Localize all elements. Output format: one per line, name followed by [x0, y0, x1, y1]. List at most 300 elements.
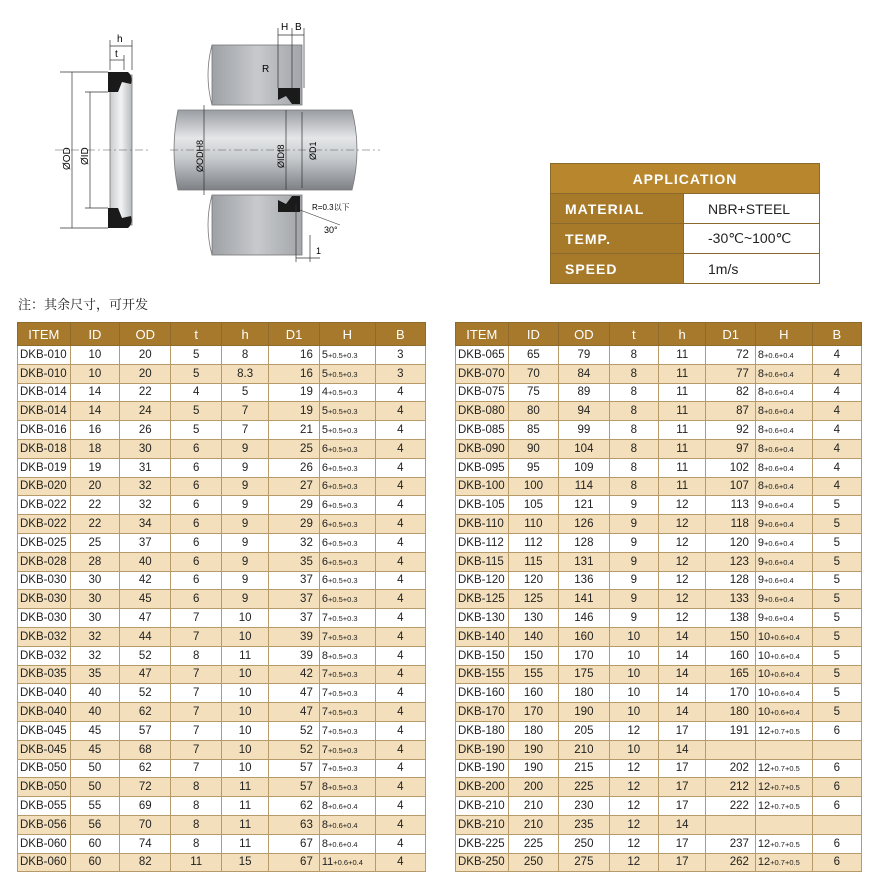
cell-h: 17 [658, 721, 705, 740]
cell-d1: 120 [706, 533, 756, 552]
cell-h: 9 [221, 515, 269, 534]
cell-item: DKB-010 [18, 346, 71, 365]
column-header: t [609, 323, 658, 346]
cell-H [755, 533, 812, 552]
cell-item: DKB-130 [456, 609, 509, 628]
cell-id: 16 [70, 421, 119, 440]
cell-H [319, 496, 375, 515]
cell-id: 155 [508, 665, 558, 684]
cell-t: 8 [171, 815, 221, 834]
cell-item: DKB-035 [18, 665, 71, 684]
cell-od: 52 [120, 684, 171, 703]
cell-t: 9 [609, 515, 658, 534]
cell-item: DKB-010 [18, 364, 71, 383]
cell-d1: 35 [269, 552, 319, 571]
cell-H [755, 815, 812, 834]
cell-H [319, 834, 375, 853]
cell-od: 114 [559, 477, 609, 496]
cell-H-tolerance: +0.6+0.4 [770, 632, 800, 642]
cell-B: 5 [812, 609, 861, 628]
cell-H-value: 8 [757, 424, 765, 437]
table-row [456, 609, 862, 628]
cell-H-tolerance: +0.5+0.3 [327, 764, 358, 774]
cell-h: 12 [658, 552, 705, 571]
cell-item: DKB-040 [18, 684, 71, 703]
application-row [551, 194, 820, 224]
cell-B [812, 740, 861, 759]
cell-item: DKB-016 [18, 421, 71, 440]
cell-d1: 97 [706, 439, 756, 458]
cell-h: 17 [658, 797, 705, 816]
cell-t: 6 [171, 439, 221, 458]
cell-od: 94 [559, 402, 609, 421]
cell-H-tolerance: +0.6+0.4 [327, 820, 358, 830]
cell-d1: 237 [706, 834, 756, 853]
cell-H [755, 834, 812, 853]
cell-t: 6 [171, 515, 221, 534]
cell-H-value: 9 [757, 518, 765, 531]
cell-H [755, 383, 812, 402]
cell-B: 4 [375, 759, 425, 778]
cell-d1: 77 [706, 364, 756, 383]
table-row [456, 778, 862, 797]
cell-t: 12 [609, 759, 658, 778]
cell-d1: 52 [269, 721, 319, 740]
cell-H-tolerance: +0.5+0.3 [327, 482, 358, 492]
cell-H [755, 439, 812, 458]
cell-t: 6 [171, 496, 221, 515]
cell-h: 9 [221, 496, 269, 515]
cell-H-value: 7 [321, 668, 328, 681]
cell-t: 10 [609, 740, 658, 759]
cell-H-value: 10 [757, 687, 771, 700]
cell-od: 82 [120, 853, 171, 872]
cell-h: 10 [221, 703, 269, 722]
cell-d1: 170 [706, 684, 756, 703]
cell-id: 140 [508, 627, 558, 646]
cell-H-value: 6 [321, 518, 328, 531]
cell-H-value: 6 [321, 499, 328, 512]
cell-H-tolerance: +0.7+0.5 [770, 858, 800, 868]
cell-H-value: 10 [757, 630, 771, 643]
cell-h: 14 [658, 684, 705, 703]
cell-item: DKB-110 [456, 515, 509, 534]
cell-h: 11 [658, 439, 705, 458]
cell-item: DKB-125 [456, 590, 509, 609]
table-row [18, 590, 426, 609]
cell-h: 14 [658, 703, 705, 722]
cell-H-tolerance: +0.6+0.4 [764, 501, 794, 511]
cell-d1: 63 [269, 815, 319, 834]
table-row [456, 515, 862, 534]
cell-id: 19 [70, 458, 119, 477]
application-key: MATERIAL [551, 194, 684, 224]
cell-H [755, 364, 812, 383]
cell-h: 14 [658, 815, 705, 834]
cell-d1: 37 [269, 609, 319, 628]
cell-H [319, 703, 375, 722]
table-row [456, 797, 862, 816]
cell-H [319, 759, 375, 778]
cell-id: 105 [508, 496, 558, 515]
cell-H [319, 684, 375, 703]
cell-B: 4 [375, 665, 425, 684]
cell-id: 65 [508, 346, 558, 365]
cell-t: 8 [609, 383, 658, 402]
cell-d1: 102 [706, 458, 756, 477]
cell-H-value: 12 [757, 724, 771, 737]
cell-d1: 19 [269, 402, 319, 421]
cell-od: 44 [120, 627, 171, 646]
cell-H-tolerance: +0.6+0.4 [333, 858, 363, 868]
cell-H-value: 12 [757, 837, 771, 850]
cell-H-tolerance: +0.6+0.4 [764, 350, 794, 360]
table-row [18, 797, 426, 816]
table-row [456, 477, 862, 496]
cell-od: 210 [559, 740, 609, 759]
cell-d1: 27 [269, 477, 319, 496]
cell-h: 10 [221, 665, 269, 684]
cell-id: 14 [70, 383, 119, 402]
cell-od: 62 [120, 703, 171, 722]
cell-item: DKB-065 [456, 346, 509, 365]
cell-H-value: 7 [321, 724, 328, 737]
cell-t: 12 [609, 721, 658, 740]
cell-H-value: 5 [321, 367, 328, 380]
cell-item: DKB-040 [18, 703, 71, 722]
column-header: ID [508, 323, 558, 346]
cell-H-tolerance: +0.6+0.4 [764, 576, 794, 586]
cell-id: 45 [70, 740, 119, 759]
cell-H [319, 646, 375, 665]
cell-h: 15 [221, 853, 269, 872]
cell-d1 [706, 815, 756, 834]
table-row [18, 383, 426, 402]
cell-id: 190 [508, 759, 558, 778]
dim-one-label: 1 [316, 246, 322, 256]
cell-h: 11 [658, 458, 705, 477]
cell-d1: 107 [706, 477, 756, 496]
dim-d1-label: ØD1 [308, 141, 318, 160]
cell-id: 30 [70, 571, 119, 590]
cell-H-tolerance: +0.7+0.5 [770, 726, 800, 736]
cell-od: 69 [120, 797, 171, 816]
spec-table-right [455, 322, 862, 872]
cell-item: DKB-014 [18, 402, 71, 421]
table-row [456, 759, 862, 778]
cell-t: 6 [171, 477, 221, 496]
cell-B: 4 [375, 609, 425, 628]
table-row [18, 778, 426, 797]
cell-item: DKB-095 [456, 458, 509, 477]
cell-H-value: 8 [757, 461, 765, 474]
dim-od-label: ØOD [62, 147, 73, 170]
cell-od: 230 [559, 797, 609, 816]
cell-od: 215 [559, 759, 609, 778]
cell-H-value: 8 [321, 837, 328, 850]
cell-h: 14 [658, 627, 705, 646]
cell-H [755, 721, 812, 740]
cell-h: 10 [221, 759, 269, 778]
cell-od: 275 [559, 853, 609, 872]
application-value: 1m/s [684, 254, 820, 284]
cell-B: 3 [375, 364, 425, 383]
cell-B [812, 815, 861, 834]
cell-od: 205 [559, 721, 609, 740]
cell-H [755, 458, 812, 477]
cell-t: 7 [171, 721, 221, 740]
cell-H-value: 6 [321, 480, 328, 493]
cell-d1: 92 [706, 421, 756, 440]
cell-od: 72 [120, 778, 171, 797]
cell-id: 95 [508, 458, 558, 477]
cell-id: 90 [508, 439, 558, 458]
cell-item: DKB-085 [456, 421, 509, 440]
cell-H-tolerance: +0.5+0.3 [327, 388, 358, 398]
cell-item: DKB-019 [18, 458, 71, 477]
table-row [18, 646, 426, 665]
cell-H [755, 759, 812, 778]
cell-t: 9 [609, 571, 658, 590]
table-row [18, 721, 426, 740]
cell-od: 104 [559, 439, 609, 458]
table-row [18, 421, 426, 440]
cell-item: DKB-190 [456, 759, 509, 778]
column-header: B [375, 323, 425, 346]
table-row [456, 590, 862, 609]
cell-item: DKB-115 [456, 552, 509, 571]
cell-B: 5 [812, 684, 861, 703]
cell-H-value: 7 [321, 743, 328, 756]
cell-t: 7 [171, 740, 221, 759]
cell-id: 18 [70, 439, 119, 458]
table-row [18, 740, 426, 759]
cell-H-tolerance: +0.5+0.3 [327, 689, 358, 699]
cell-t: 8 [171, 834, 221, 853]
cell-od: 79 [559, 346, 609, 365]
cell-t: 8 [609, 458, 658, 477]
cell-H [755, 515, 812, 534]
cell-item: DKB-045 [18, 740, 71, 759]
cell-id: 60 [70, 834, 119, 853]
cell-H-tolerance: +0.5+0.3 [327, 670, 358, 680]
cell-d1: 47 [269, 684, 319, 703]
column-header: OD [559, 323, 609, 346]
cell-B: 4 [375, 740, 425, 759]
cell-H [319, 590, 375, 609]
cell-d1: 133 [706, 590, 756, 609]
cell-H [319, 853, 375, 872]
cell-od: 175 [559, 665, 609, 684]
cell-id: 50 [70, 778, 119, 797]
cell-item: DKB-075 [456, 383, 509, 402]
cell-t: 9 [609, 533, 658, 552]
cell-h: 17 [658, 778, 705, 797]
cell-h: 8.3 [221, 364, 269, 383]
cell-item: DKB-160 [456, 684, 509, 703]
cell-id: 22 [70, 515, 119, 534]
cell-H-value: 9 [757, 555, 765, 568]
application-value: -30℃~100℃ [684, 224, 820, 254]
angle-label: 30° [324, 225, 338, 235]
cell-t: 6 [171, 571, 221, 590]
cell-B: 3 [375, 346, 425, 365]
cell-H [755, 646, 812, 665]
column-header: OD [120, 323, 171, 346]
cell-H [755, 571, 812, 590]
table-row [18, 477, 426, 496]
cell-d1: 138 [706, 609, 756, 628]
application-table [550, 163, 820, 284]
cell-t: 6 [171, 533, 221, 552]
cell-id: 45 [70, 721, 119, 740]
cell-item: DKB-190 [456, 740, 509, 759]
dim-R-label: R [262, 64, 270, 75]
cell-H [319, 458, 375, 477]
cell-H [319, 721, 375, 740]
cell-h: 17 [658, 834, 705, 853]
table-row [18, 684, 426, 703]
cell-od: 47 [120, 609, 171, 628]
cell-B: 4 [812, 421, 861, 440]
cell-d1: 16 [269, 346, 319, 365]
table-row [456, 458, 862, 477]
cell-H-tolerance: +0.6+0.4 [770, 708, 800, 718]
application-key: SPEED [551, 254, 684, 284]
cell-B: 6 [812, 853, 861, 872]
cell-H-value: 9 [757, 593, 765, 606]
cell-H-value: 11 [321, 856, 334, 869]
cell-d1: 212 [706, 778, 756, 797]
cell-H-value: 12 [757, 856, 771, 869]
cell-id: 14 [70, 402, 119, 421]
cell-H-tolerance: +0.5+0.3 [327, 407, 358, 417]
cell-od: 74 [120, 834, 171, 853]
cell-H-tolerance: +0.5+0.3 [327, 783, 358, 793]
cell-H-tolerance: +0.5+0.3 [327, 708, 358, 718]
table-row [18, 496, 426, 515]
cell-H-value: 8 [321, 818, 328, 831]
cell-B: 4 [812, 477, 861, 496]
cell-od: 62 [120, 759, 171, 778]
cell-item: DKB-090 [456, 439, 509, 458]
cell-id: 80 [508, 402, 558, 421]
cell-id: 40 [70, 703, 119, 722]
cell-B: 4 [812, 383, 861, 402]
cell-H-tolerance: +0.6+0.4 [327, 839, 358, 849]
application-value: NBR+STEEL [684, 194, 820, 224]
cell-H-value: 7 [321, 630, 328, 643]
cell-H [755, 665, 812, 684]
cell-od: 250 [559, 834, 609, 853]
cell-B: 4 [375, 834, 425, 853]
cell-H-tolerance: +0.7+0.5 [770, 783, 800, 793]
cell-d1: 19 [269, 383, 319, 402]
cell-id: 190 [508, 740, 558, 759]
cell-t: 8 [609, 439, 658, 458]
table-row [456, 421, 862, 440]
cell-h: 7 [221, 421, 269, 440]
cell-item: DKB-018 [18, 439, 71, 458]
cell-od: 99 [559, 421, 609, 440]
table-row [18, 402, 426, 421]
cell-t: 12 [609, 797, 658, 816]
cell-id: 25 [70, 533, 119, 552]
cell-t: 9 [609, 496, 658, 515]
seal-assembly-view [170, 22, 380, 262]
cell-H-tolerance: +0.5+0.3 [327, 369, 358, 379]
cell-H-tolerance: +0.6+0.4 [764, 614, 794, 624]
cell-h: 11 [221, 834, 269, 853]
cell-item: DKB-250 [456, 853, 509, 872]
cell-B: 4 [375, 571, 425, 590]
cell-B: 6 [812, 721, 861, 740]
cell-B: 6 [812, 759, 861, 778]
cell-h: 11 [221, 815, 269, 834]
cell-t: 6 [171, 552, 221, 571]
cell-H-value: 8 [757, 442, 765, 455]
cell-H-tolerance: +0.5+0.3 [327, 501, 358, 511]
cell-d1: 37 [269, 590, 319, 609]
cell-B: 4 [375, 552, 425, 571]
cell-t: 11 [171, 853, 221, 872]
cell-item: DKB-030 [18, 571, 71, 590]
cell-h: 11 [658, 477, 705, 496]
cell-d1: 57 [269, 778, 319, 797]
table-row [18, 552, 426, 571]
cell-B: 4 [375, 590, 425, 609]
cell-H [319, 665, 375, 684]
cell-item: DKB-080 [456, 402, 509, 421]
cell-B: 4 [375, 797, 425, 816]
cell-od: 42 [120, 571, 171, 590]
cell-t: 9 [609, 590, 658, 609]
cell-d1: 29 [269, 496, 319, 515]
cell-B: 4 [375, 721, 425, 740]
seal-section-view [55, 34, 150, 228]
application-title: APPLICATION [551, 164, 820, 194]
cell-d1: 57 [269, 759, 319, 778]
cell-id: 30 [70, 609, 119, 628]
cell-H [755, 552, 812, 571]
cell-B: 5 [812, 665, 861, 684]
cell-h: 11 [658, 346, 705, 365]
application-row [551, 254, 820, 284]
cell-H [755, 477, 812, 496]
cell-H [755, 778, 812, 797]
cell-t: 9 [609, 609, 658, 628]
cell-H-tolerance: +0.5+0.3 [327, 463, 358, 473]
cell-H-value: 10 [757, 706, 771, 719]
table-row [18, 571, 426, 590]
table-row [18, 346, 426, 365]
cell-od: 20 [120, 364, 171, 383]
cell-B: 4 [375, 703, 425, 722]
cell-d1: 67 [269, 834, 319, 853]
cell-H-value: 6 [321, 555, 328, 568]
cell-h: 10 [221, 684, 269, 703]
cell-id: 28 [70, 552, 119, 571]
cell-B: 4 [375, 383, 425, 402]
cell-h: 9 [221, 439, 269, 458]
cell-H [755, 590, 812, 609]
cell-h: 7 [221, 402, 269, 421]
cell-d1: 82 [706, 383, 756, 402]
cell-od: 109 [559, 458, 609, 477]
cell-t: 8 [609, 364, 658, 383]
cell-id: 115 [508, 552, 558, 571]
cell-H-tolerance: +0.6+0.4 [764, 557, 794, 567]
